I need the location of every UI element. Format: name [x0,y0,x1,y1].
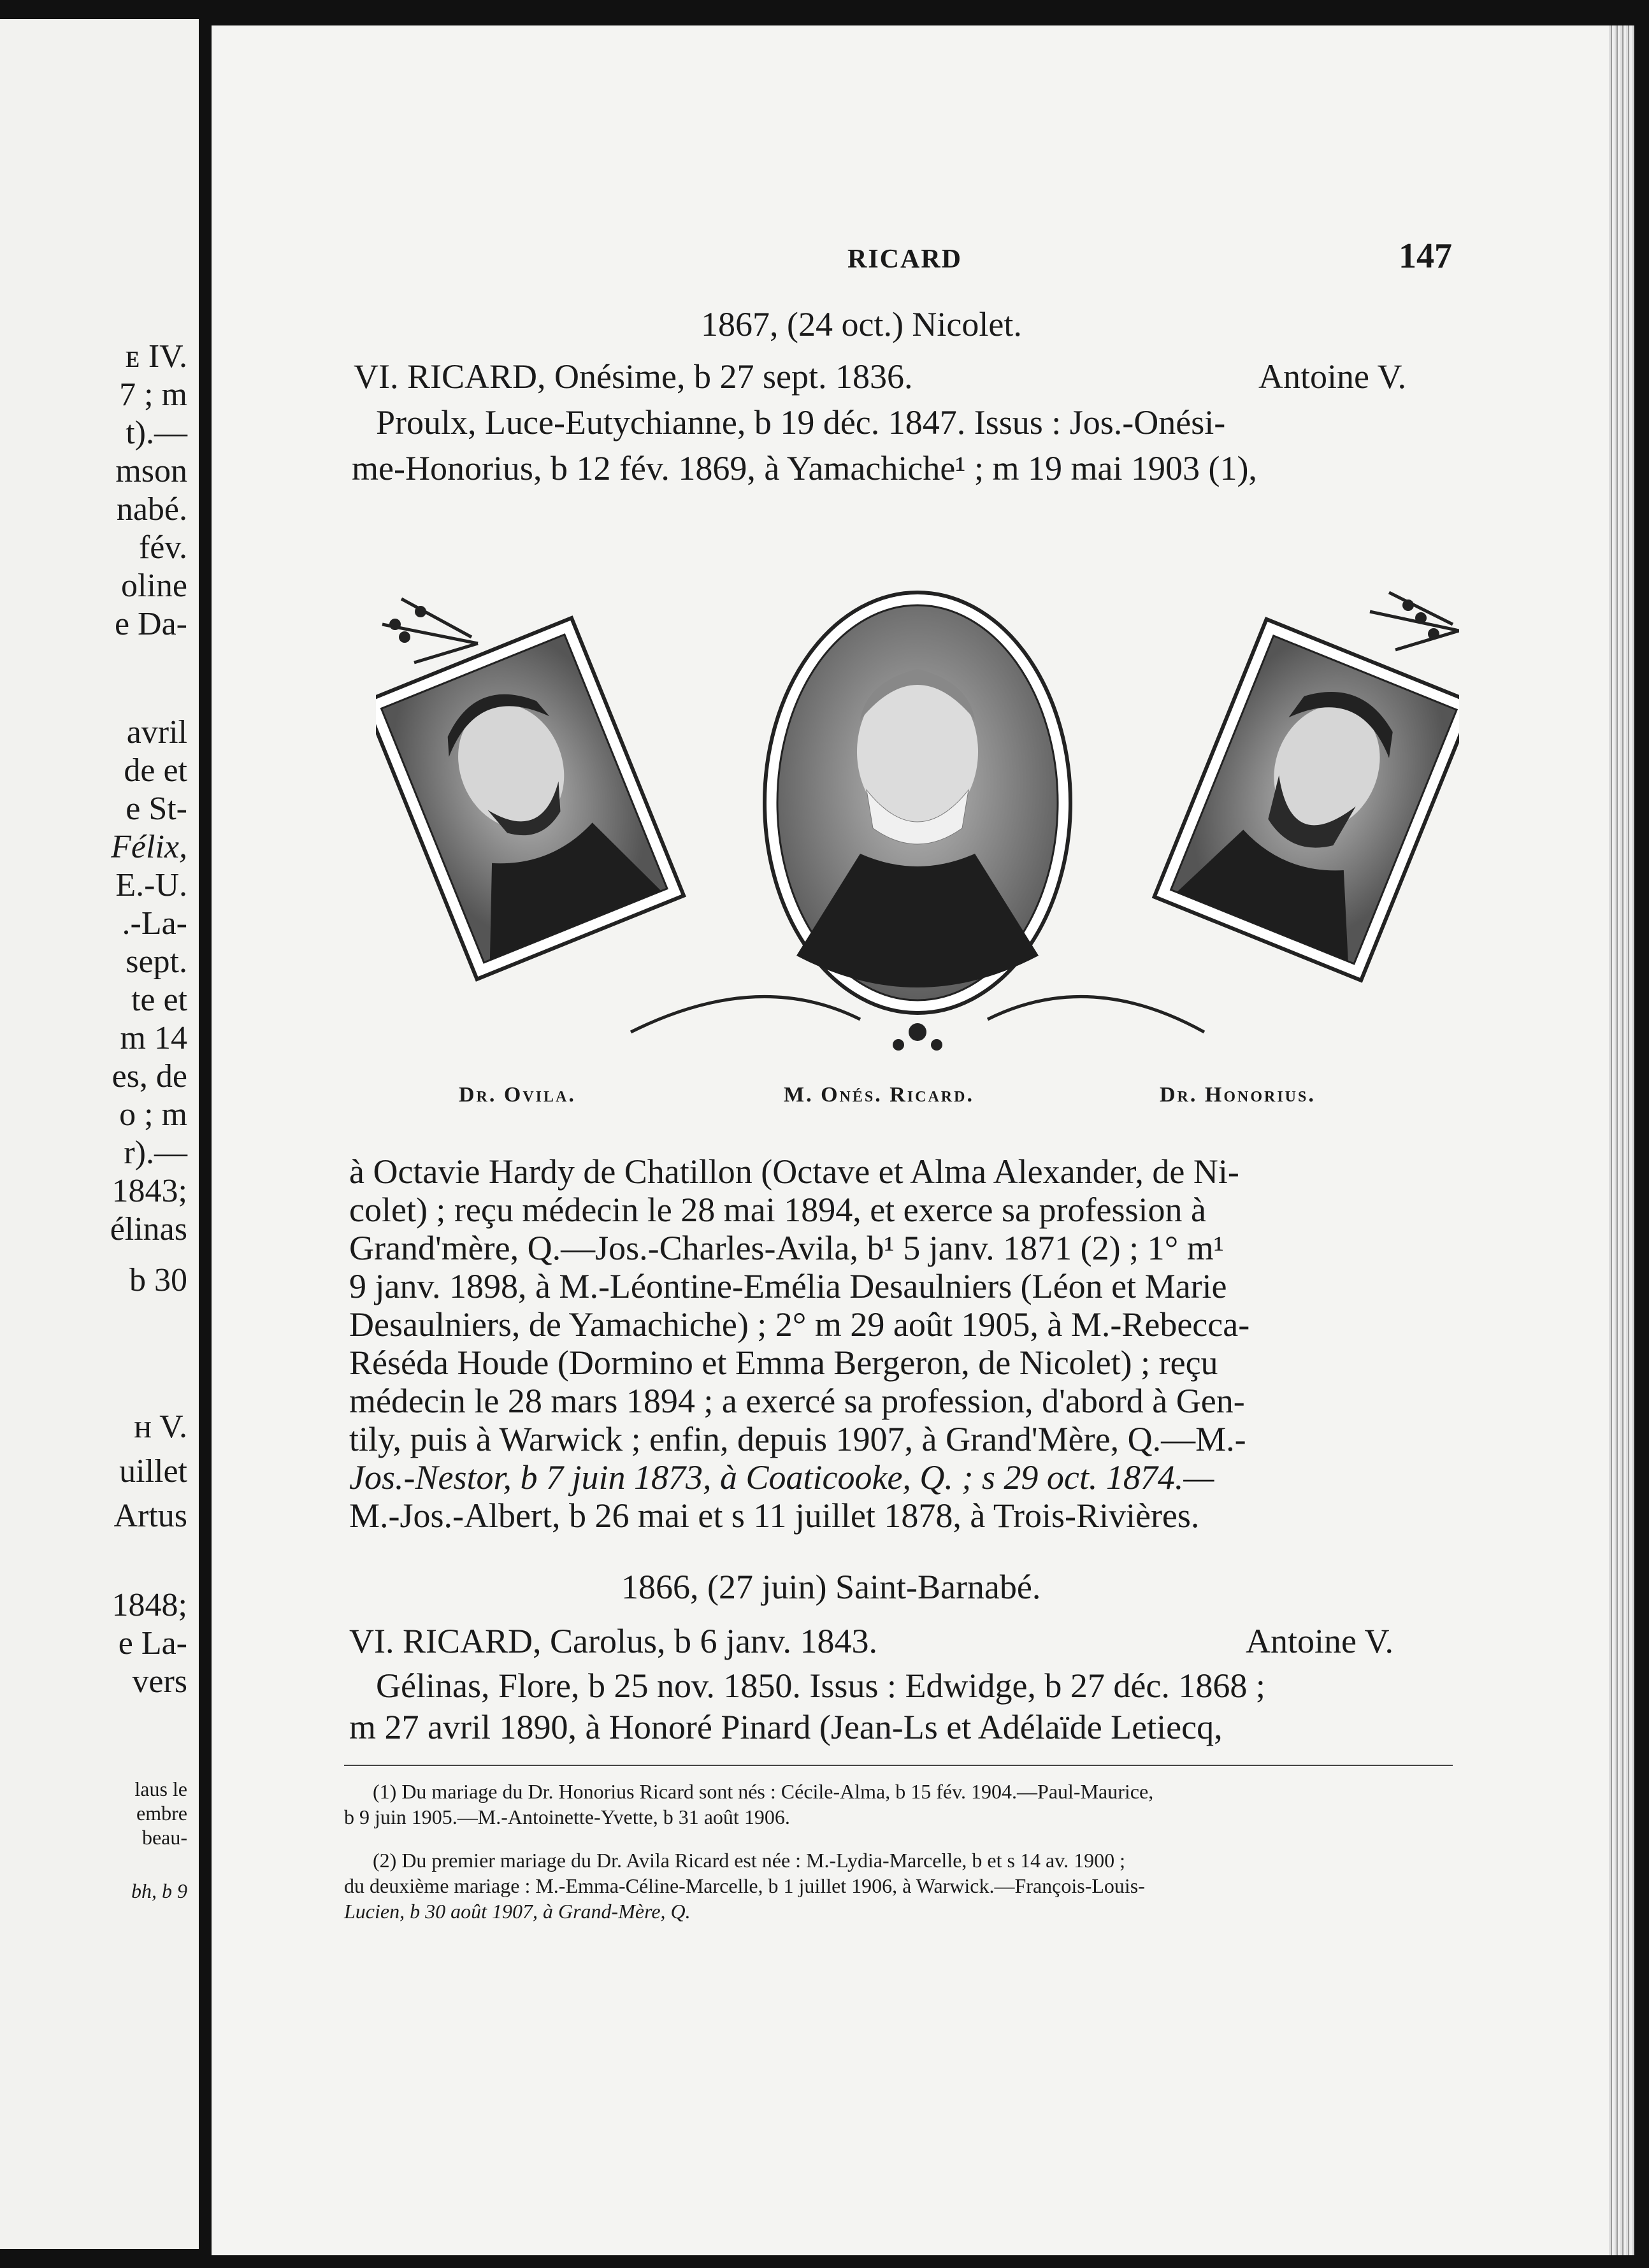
footnote-line: du deuxième mariage : M.-Emma-Céline-Marcelle, b 1 juillet 1906, à Warwick.—François-Louis- [344,1874,1145,1897]
left-text-line: mson [115,453,187,489]
entry-text-line: médecin le 28 mars 1894 ; a exercé sa profession, d'abord à Gen- [349,1382,1245,1420]
left-text-line: t).— [126,415,187,451]
left-text-line: fév. [138,529,187,566]
left-text-line: nabé. [116,491,187,528]
entry-text-line: me-Honorius, b 12 fév. 1869, à Yamachiche¹ ; m 19 mai 1903 (1), [352,449,1257,487]
portrait-plate [376,573,1459,1083]
entry-parent: Antoine V. [1246,1622,1394,1660]
page-number: 147 [1399,236,1452,276]
entry-text-line: Réséda Houde (Dormino et Emma Bergeron, de Nicolet) ; reçu [349,1344,1218,1382]
left-page-fragment [0,19,199,2249]
footnote-line: Lucien, b 30 août 1907, à Grand-Mère, Q. [344,1900,691,1923]
entry-name-line: VI. RICARD, Carolus, b 6 janv. 1843. [349,1622,877,1660]
portrait-frame-right [1155,619,1459,980]
entry-text-line: Gélinas, Flore, b 25 nov. 1850. Issus : Edwidge, b 27 déc. 1868 ; [376,1667,1265,1705]
left-text-line: sept. [126,944,187,980]
portrait-frame-left [376,618,684,979]
left-text-line: .-La- [122,905,187,942]
left-text-line: es, de [112,1058,187,1095]
entry-text-line: tily, puis à Warwick ; enfin, depuis 1907, à Grand'Mère, Q.—M.- [349,1420,1246,1458]
entry-text-line: M.-Jos.-Albert, b 26 mai et s 11 juillet 1878, à Trois-Rivières. [349,1496,1200,1535]
left-text-line: Félix, [111,829,187,865]
left-text-line: uillet [119,1453,187,1489]
left-text-line: 1848; [112,1587,187,1623]
photo-caption-center: M. Onés. Ricard. [784,1083,974,1107]
left-text-line: avril [126,714,187,750]
left-text-line: e St- [126,791,187,827]
photo-caption-left: Dr. Ovila. [459,1083,576,1107]
left-text-line: Artus [113,1498,187,1534]
left-text-line: oline [121,568,187,604]
marriage-heading: 1866, (27 juin) Saint-Barnabé. [621,1568,1041,1606]
left-text-line: E.-U. [115,867,187,903]
footnote-line: (1) Du mariage du Dr. Honorius Ricard sont nés : Cécile-Alma, b 15 fév. 1904.—Paul-Maurice, [373,1780,1154,1803]
entry-parent: Antoine V. [1258,357,1407,396]
left-text-line: de et [124,752,187,789]
left-text-line: m 14 [120,1020,187,1056]
portrait-frame-center [765,592,1070,1013]
running-head: RICARD [847,245,962,274]
left-text-line: o ; m [119,1096,187,1133]
footnote-line: (2) Du premier mariage du Dr. Avila Ricard est née : M.-Lydia-Marcelle, b et s 14 av. 1900 ; [373,1849,1125,1872]
entry-text-line: à Octavie Hardy de Chatillon (Octave et Alma Alexander, de Ni- [349,1152,1239,1191]
entry-name-line: VI. RICARD, Onésime, b 27 sept. 1836. [354,357,913,396]
left-text-line: embre [136,1802,187,1825]
entry-text-line: m 27 avril 1890, à Honoré Pinard (Jean-Ls et Adélaïde Letiecq, [349,1708,1223,1746]
portrait-plate-illustration [376,573,1459,1083]
entry-text-line: Grand'mère, Q.—Jos.-Charles-Avila, b¹ 5 janv. 1871 (2) ; 1° m¹ [349,1229,1224,1267]
page-edge [1609,25,1634,2255]
marriage-heading: 1867, (24 oct.) Nicolet. [701,305,1022,343]
entry-text-line: Jos.-Nestor, b 7 juin 1873, à Coaticooke, Q. ; s 29 oct. 1874.— [349,1458,1214,1496]
left-text-line: 1843; [112,1173,187,1209]
left-text-line: r).— [124,1135,187,1171]
left-text-line: b 30 [129,1262,187,1298]
left-text-line: te et [131,982,187,1018]
footnote-line: b 9 juin 1905.—M.-Antoinette-Yvette, b 31 août 1906. [344,1805,790,1828]
left-text-line: laus le [134,1777,187,1800]
entry-text-line: Proulx, Luce-Eutychianne, b 19 déc. 1847. Issus : Jos.-Onési- [376,403,1226,441]
left-text-line: beau- [141,1826,187,1849]
footnote-rule [344,1765,1453,1766]
left-text-line: ᴇ IV. [125,338,187,375]
left-text-line: ʜ V. [134,1409,187,1445]
photo-caption-right: Dr. Honorius. [1160,1083,1316,1107]
entry-text-line: 9 janv. 1898, à M.-Léontine-Emélia Desaulniers (Léon et Marie [349,1267,1227,1305]
left-text-line: bh, b 9 [131,1879,187,1902]
left-text-line: e Da- [114,606,187,642]
entry-text-line: Desaulniers, de Yamachiche) ; 2° m 29 août 1905, à M.-Rebecca- [349,1305,1250,1344]
left-text-line: vers [132,1663,187,1700]
left-text-line: élinas [110,1211,187,1247]
left-text-line: e La- [118,1625,187,1662]
entry-text-line: colet) ; reçu médecin le 28 mai 1894, et exerce sa profession à [349,1191,1206,1229]
left-text-line: 7 ; m [119,377,187,413]
